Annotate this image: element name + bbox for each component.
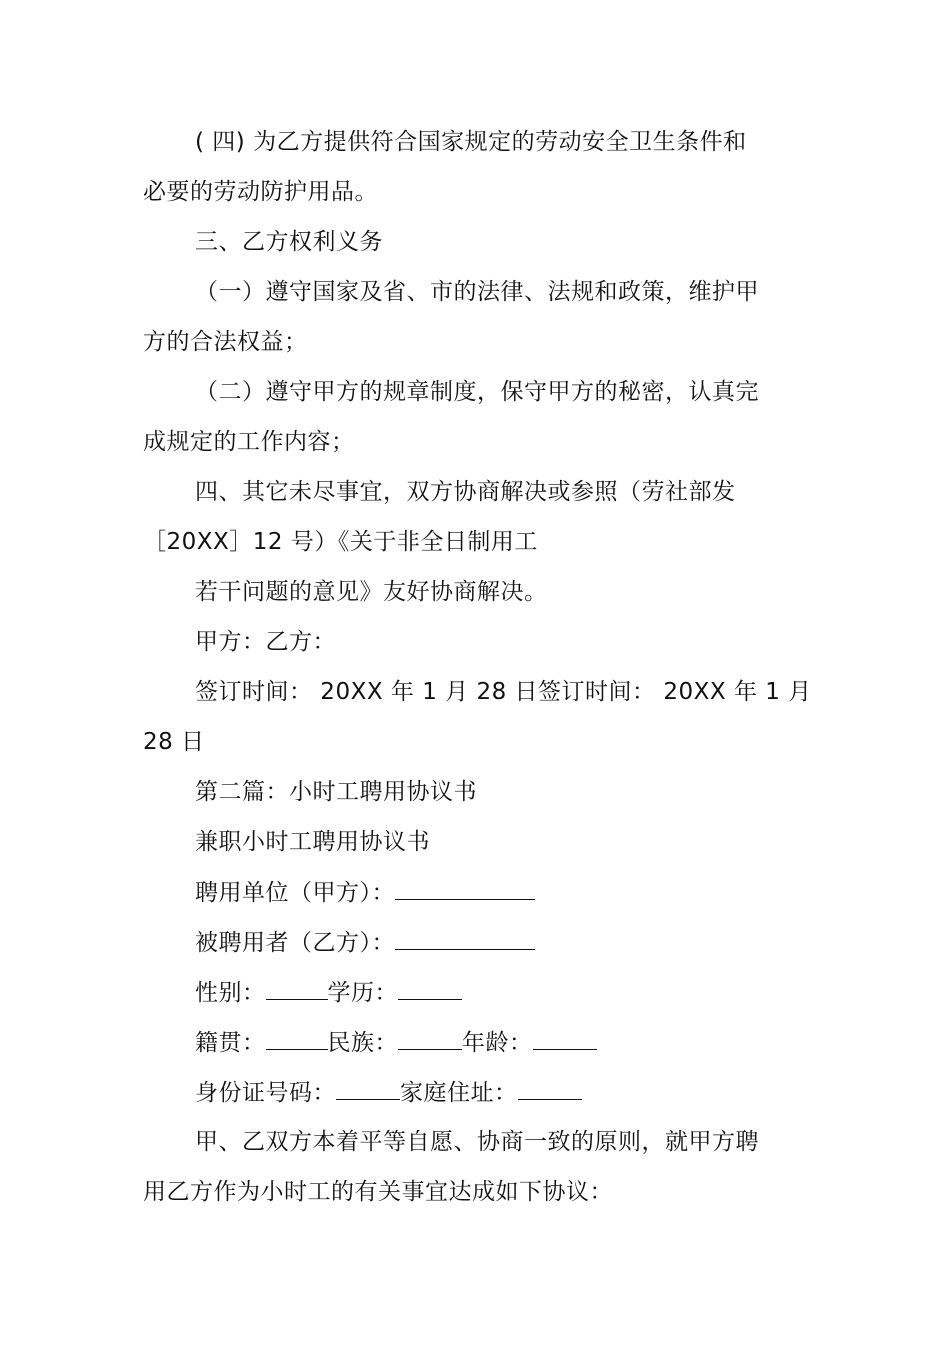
employer-field [195, 877, 535, 908]
native-place-blank [266, 1027, 328, 1050]
education-label: 学历： [327, 980, 398, 1006]
employee-label: 被聘用者（乙方）： [195, 930, 395, 956]
age-label: 年龄： [462, 1030, 533, 1056]
paragraph-line: 用乙方作为小时工的有关事宜达成如下协议： [143, 1179, 613, 1205]
gender-education-row [195, 977, 462, 1008]
paragraph-line: 必要的劳动防护用品。 [143, 179, 378, 205]
paragraph-line: 成规定的工作内容； [143, 429, 355, 455]
signing-date-line: 28 日 [143, 729, 205, 755]
paragraph-line: 方的合法权益； [143, 329, 308, 355]
id-number-blank [336, 1077, 400, 1100]
paragraph-line: 若干问题的意见》友好协商解决。 [195, 579, 548, 605]
address-label: 家庭住址： [400, 1080, 518, 1106]
employee-blank [395, 927, 535, 950]
employee-field [195, 927, 535, 958]
origin-ethnicity-age-row [195, 1027, 597, 1058]
section-heading: 四、其它未尽事宜，双方协商解决或参照（劳社部发 [195, 479, 736, 505]
employer-label: 聘用单位（甲方）： [195, 880, 395, 906]
article-title: 第二篇：小时工聘用协议书 [195, 779, 477, 805]
id-number-label: 身份证号码： [195, 1080, 336, 1106]
age-blank [533, 1027, 597, 1050]
id-address-row [195, 1077, 582, 1108]
signing-date-line: 签订时间： 20XX 年 1 月 28 日签订时间： 20XX 年 1 月 [195, 679, 812, 705]
signature-parties: 甲方：乙方： [195, 629, 336, 655]
paragraph-line: ( 四) 为乙方提供符合国家规定的劳动安全卫生条件和 [195, 129, 747, 155]
ethnicity-blank [398, 1027, 462, 1050]
address-blank [518, 1077, 582, 1100]
native-place-label: 籍贯： [195, 1030, 266, 1056]
gender-label: 性别： [195, 980, 266, 1006]
agreement-title: 兼职小时工聘用协议书 [195, 829, 430, 855]
education-blank [398, 977, 462, 1000]
section-heading: 三、乙方权利义务 [195, 229, 383, 255]
employer-blank [395, 877, 535, 900]
paragraph-line: ［20XX］12 号）《关于非全日制用工 [143, 529, 538, 555]
gender-blank [266, 977, 328, 1000]
ethnicity-label: 民族： [327, 1030, 398, 1056]
paragraph-line: （二）遵守甲方的规章制度，保守甲方的秘密，认真完 [195, 379, 759, 405]
paragraph-line: 甲、乙双方本着平等自愿、协商一致的原则，就甲方聘 [195, 1129, 759, 1155]
paragraph-line: （一）遵守国家及省、市的法律、法规和政策，维护甲 [195, 279, 759, 305]
